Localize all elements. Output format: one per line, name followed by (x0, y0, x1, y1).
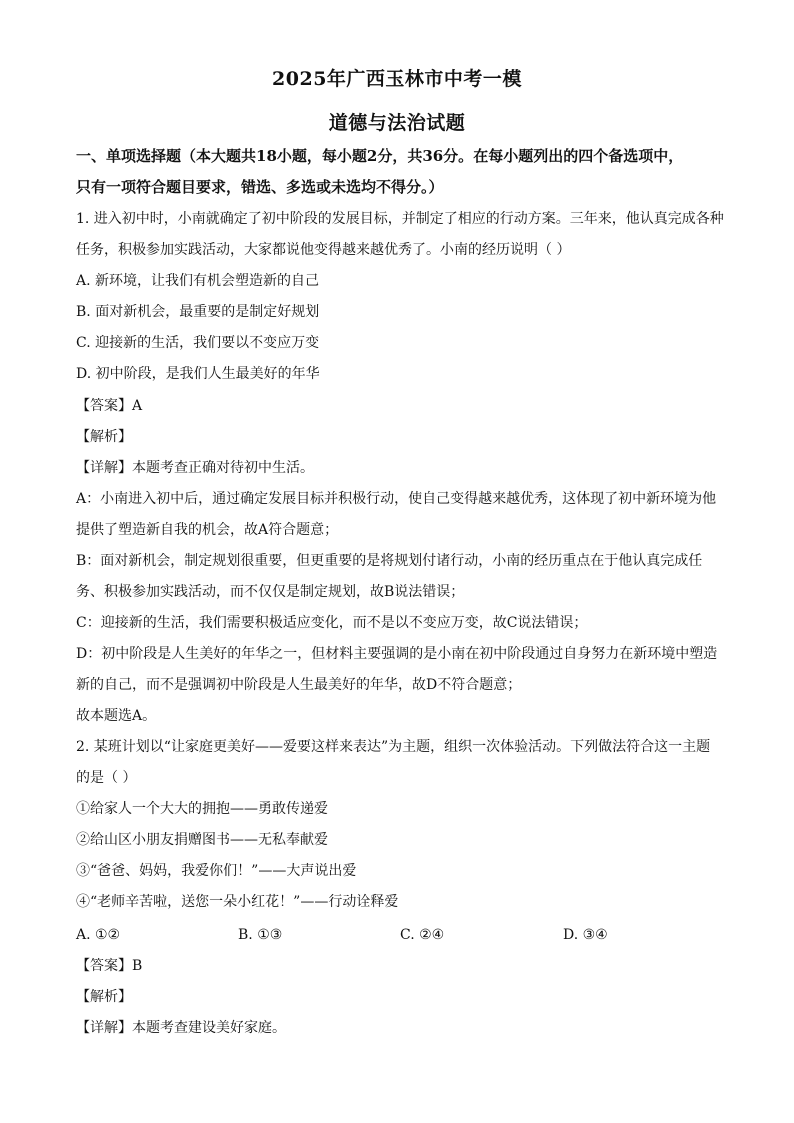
q1-stem-line-1: 1. 进入初中时，小南就确定了初中阶段的发展目标，并制定了相应的行动方案。三年来，他认真完成各种 (76, 211, 724, 227)
q2-option-d: D. ③④ (563, 927, 608, 943)
q2-stem-line-2: 的是（ ） (76, 770, 137, 786)
q2-stem-line-1: 2. 某班计划以“让家庭更美好——爱要这样来表达”为主题，组织一次体验活动。下列做法符合这一主题 (76, 739, 711, 755)
q2-option-a: A. ①② (76, 927, 121, 943)
section-heading-line-1: 一、单项选择题（本大题共18小题，每小题2分，共36分。在每小题列出的四个备选项中， (76, 147, 684, 165)
q1-option-d: D. 初中阶段，是我们人生最美好的年华 (76, 366, 320, 382)
q1-explain-b-line-1: B：面对新机会，制定规划很重要，但更重要的是将规划付诸行动，小南的经历重点在于他认真完成任 (76, 553, 703, 569)
page-subtitle: 道德与法治试题 (328, 112, 466, 134)
q2-answer: 【答案】B (76, 958, 143, 974)
q1-conclusion: 故本题选A。 (76, 708, 157, 724)
section-heading-line-2: 只有一项符合题目要求，错选、多选或未选均不得分。） (76, 178, 444, 196)
q1-option-b: B. 面对新机会，最重要的是制定好规划 (76, 304, 320, 320)
q1-analysis-label: 【解析】 (76, 429, 132, 445)
q2-detail: 【详解】本题考查建设美好家庭。 (76, 1020, 286, 1036)
q2-analysis-label: 【解析】 (76, 989, 132, 1005)
q1-explain-b-line-2: 务、积极参加实践活动，而不仅仅是制定规划，故B说法错误； (76, 584, 465, 600)
q1-explain-c: C：迎接新的生活，我们需要积极适应变化，而不是以不变应万变，故C说法错误； (76, 615, 588, 631)
q1-explain-d-line-2: 新的自己，而不是强调初中阶段是人生最美好的年华，故D不符合题意； (76, 677, 522, 693)
q2-statement-1: ①给家人一个大大的拥抱——勇敢传递爱 (76, 801, 328, 817)
q1-answer: 【答案】A (76, 398, 143, 414)
q1-explain-a-line-2: 提供了塑造新自我的机会，故A符合题意； (76, 522, 339, 538)
q1-option-a: A. 新环境，让我们有机会塑造新的自己 (76, 273, 320, 289)
q1-explain-a-line-1: A：小南进入初中后，通过确定发展目标并积极行动，使自己变得越来越优秀，这体现了初中新环境为他 (76, 491, 717, 507)
q1-explain-d-line-1: D：初中阶段是人生美好的年华之一，但材料主要强调的是小南在初中阶段通过自身努力在新环境中塑造 (76, 646, 718, 662)
q1-stem-line-2: 任务，积极参加实践活动，大家都说他变得越来越优秀了。小南的经历说明（ ） (76, 242, 571, 258)
q2-statement-4: ④“老师辛苦啦，送您一朵小红花！”——行动诠释爱 (76, 894, 399, 910)
page-title: 2025年广西玉林市中考一模 (272, 68, 522, 90)
q2-statement-3: ③“爸爸、妈妈，我爱你们！”——大声说出爱 (76, 863, 357, 879)
q1-detail: 【详解】本题考查正确对待初中生活。 (76, 460, 314, 476)
q1-option-c: C. 迎接新的生活，我们要以不变应万变 (76, 335, 320, 351)
q2-option-c: C. ②④ (400, 927, 445, 943)
q2-statement-2: ②给山区小朋友捐赠图书——无私奉献爱 (76, 832, 328, 848)
q2-option-b: B. ①③ (238, 927, 283, 943)
